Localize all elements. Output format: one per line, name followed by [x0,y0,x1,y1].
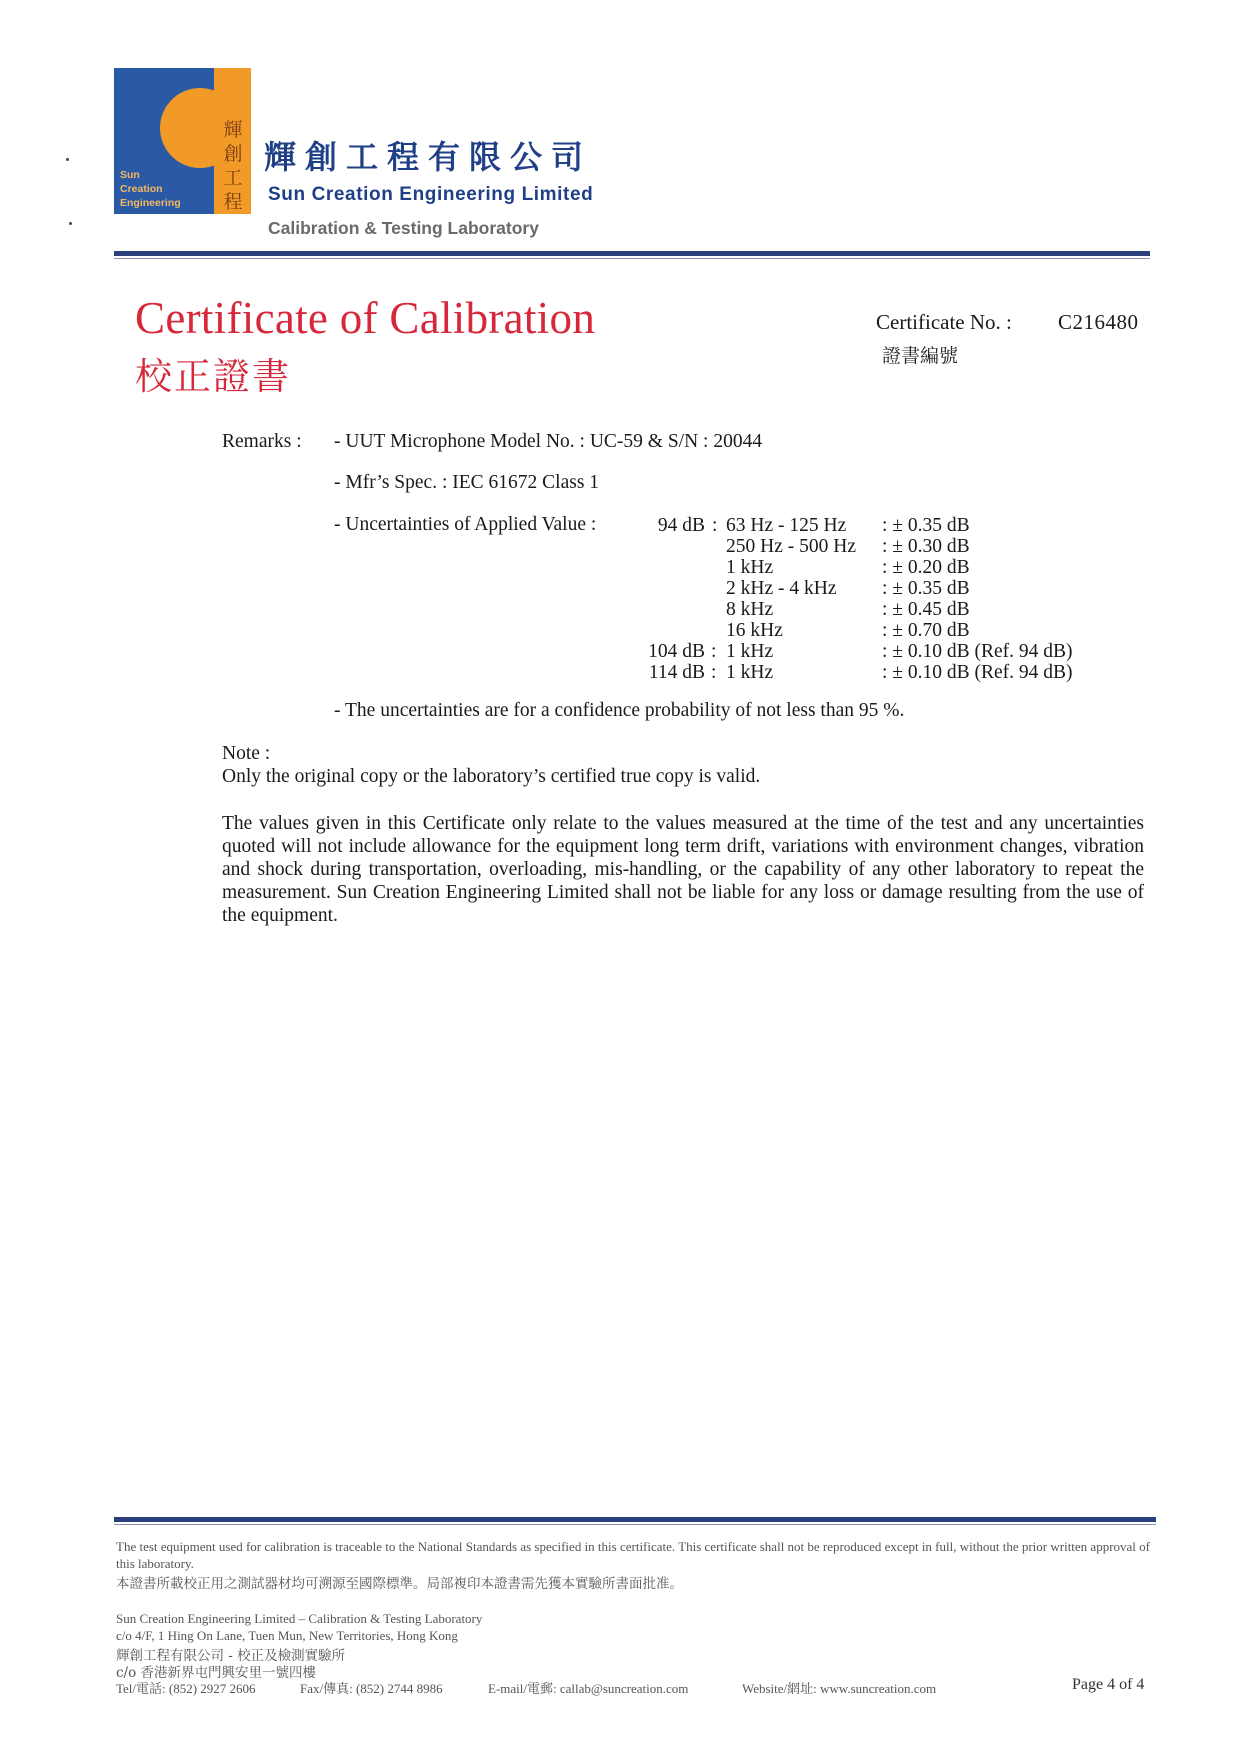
fax: Fax/傳真: (852) 2744 8986 [300,1681,443,1696]
logo-en-line: Creation [120,183,163,195]
certificate-title-chinese: 校正證書 [135,355,291,398]
level-cell: 104 dB [648,641,705,662]
certificate-number-label-chinese: 證書編號 [882,345,959,367]
level-cell: 114 dB [648,662,705,683]
address-line-chinese: c/o 香港新界屯門興安里一號四樓 [116,1665,317,1681]
address-line: c/o 4/F, 1 Hing On Lane, Tuen Mun, New Territories, Hong Kong [116,1628,458,1643]
frequency-cell: 1 kHz [726,557,774,578]
frequency-cell: 250 Hz - 500 Hz [726,536,856,557]
logo-zh-char: 創 [223,143,243,165]
header-divider [114,251,1150,256]
note-text: Only the original copy or the laboratory’s certified true copy is valid. [222,766,761,787]
frequency-cell: 1 kHz [726,641,774,662]
page-number: Page 4 of 4 [1072,1676,1145,1693]
frequency-cell: 2 kHz - 4 kHz [726,578,837,599]
logo-en-line: Sun [120,169,140,181]
margin-mark [66,158,69,161]
frequency-cell: 16 kHz [726,620,783,641]
remark-confidence: - The uncertainties are for a confidence probability of not less than 95 %. [334,700,905,721]
logo-chinese-text [218,118,248,214]
logo-zh-char: 工 [223,167,243,189]
level-cell: 94 dB [657,515,705,536]
uncertainty-cell: : ± 0.45 dB [882,599,970,620]
website: Website/網址: www.suncreation.com [742,1681,937,1696]
level-separator: : [712,515,718,536]
traceability-statement-chinese: 本證書所載校正用之測試器材均可溯源至國際標準。局部複印本證書需先獲本實驗所書面批准。 [116,1576,683,1592]
remark-uncertainties-label: - Uncertainties of Applied Value : [334,514,597,535]
telephone: Tel/電話: (852) 2927 2606 [116,1681,256,1696]
footer-divider [114,1517,1156,1522]
uncertainty-cell: : ± 0.10 dB (Ref. 94 dB) [882,641,1073,662]
note-label: Note : [222,743,271,764]
uncertainty-cell: : ± 0.10 dB (Ref. 94 dB) [882,662,1073,683]
uncertainty-cell: : ± 0.70 dB [882,620,970,641]
logo-zh-char: 輝 [223,119,243,141]
frequency-cell: 1 kHz [726,662,774,683]
level-separator: : [711,641,717,662]
certificate-title-english: Certificate of Calibration [135,293,596,343]
company-name-english: Sun Creation Engineering Limited [268,184,594,205]
footer-divider-thin [114,1524,1156,1525]
uncertainty-cell: : ± 0.20 dB [882,557,970,578]
remark-spec: - Mfr’s Spec. : IEC 61672 Class 1 [334,472,600,493]
level-separator: : [711,662,717,683]
header-divider-thin [114,258,1150,259]
frequency-cell: 63 Hz - 125 Hz [726,515,847,536]
frequency-cell: 8 kHz [726,599,774,620]
logo-en-line: Engineering [120,197,181,209]
margin-mark [69,222,72,225]
company-logo [114,68,251,214]
address-line: Sun Creation Engineering Limited – Calibration & Testing Laboratory [116,1611,483,1626]
certificate-number: C216480 [1058,310,1139,334]
certificate-number-label: Certificate No. : [876,310,1012,334]
email: E-mail/電郵: callab@suncreation.com [488,1681,689,1696]
traceability-statement: The test equipment used for calibration is traceable to the National Standards as specified in this certificate. This certificate shall not be reproduced except in full, without the prior written approval of this laboratory. [116,1539,1150,1571]
uncertainty-cell: : ± 0.30 dB [882,536,970,557]
disclaimer-paragraph: The values given in this Certificate only relate to the values measured at the time of the test and any uncertainties quoted will not include allowance for the equipment long term drift, variations with environment changes, vibration and shock during transportation, overloading, mis-handling, or the capability of any other laboratory to repeat the measurement. Sun Creation Engineering Limited shall not be liable for any loss or damage resulting from the use of the equipment. [222,813,1144,926]
remarks-label: Remarks : [222,431,302,452]
remark-model: - UUT Microphone Model No. : UC-59 & S/N : 20044 [334,431,763,452]
uncertainty-cell: : ± 0.35 dB [882,515,970,536]
address-line-chinese: 輝創工程有限公司 - 校正及檢測實驗所 [116,1648,346,1664]
uncertainty-cell: : ± 0.35 dB [882,578,970,599]
company-name-chinese: 輝創工程有限公司 [264,138,593,176]
logo-zh-char: 程 [223,191,243,213]
logo-english-text [120,168,181,210]
laboratory-name: Calibration & Testing Laboratory [268,218,539,238]
